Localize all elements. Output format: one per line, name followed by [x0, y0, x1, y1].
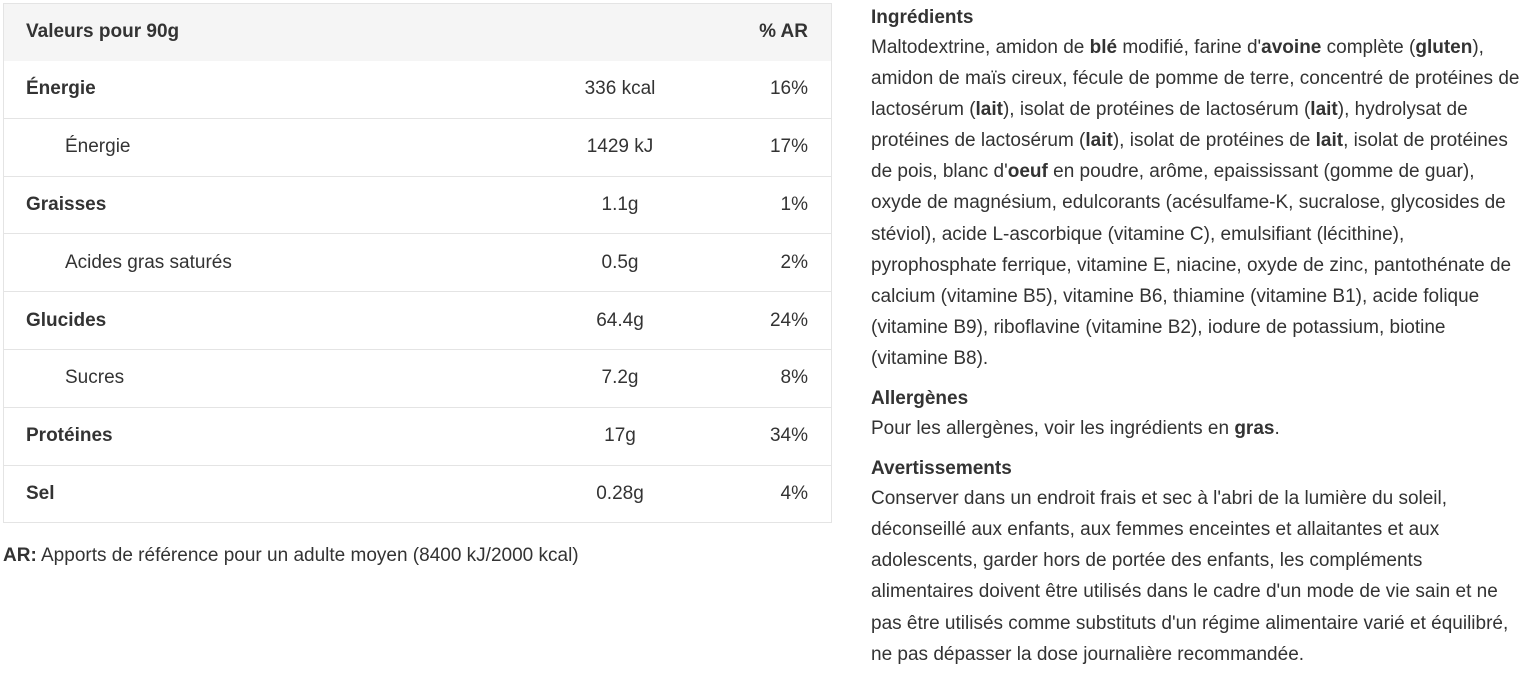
nutrition-table [3, 3, 832, 523]
nutrition-row-energy-kcal [4, 61, 832, 119]
nutrient-name: Énergie [26, 78, 96, 100]
nutrition-header-row [4, 4, 832, 61]
allergens-text [871, 413, 1521, 444]
nutrition-row-saturated-fat [4, 234, 832, 292]
nutrient-value: 1.1g [601, 193, 639, 215]
allergen-highlight: lait [1085, 130, 1113, 152]
allergens-bold-word: gras [1234, 418, 1275, 440]
allergen-highlight: lait [1315, 130, 1344, 152]
nutrient-percent: 24% [769, 309, 808, 331]
ingredient-text-segment: en poudre, arôme, epaississant (gomme de guar), oxyde de magnésium, edulcorants (acésulfame-K, sucralose, glycosides de stéviol), acide L-ascorbique (vitamine C), emulsifiant (lécithine), pyrophosphate ferrique, vitamine E, niacine, oxyde de zinc, pantothénate de calcium (vitamine B5), vitamine B6, thiamine (vitamine B1), acide folique (vitamine B9), riboflavine (vitamine B2), iodure de potassium, biotine (vitamine B8). [871, 161, 1512, 369]
nutrient-value: 64.4g [596, 309, 644, 331]
warnings-title: Avertissements [871, 458, 1012, 480]
ingredient-text-segment: ), hydrolysat de protéines de lactosérum ( [871, 99, 1468, 152]
nutrition-row-fat [4, 176, 832, 234]
allergen-highlight: avoine [1261, 37, 1322, 58]
ingredients-section [871, 4, 1521, 374]
nutrition-header-label: Valeurs pour 90g [26, 21, 180, 43]
ingredient-text-segment: ), amidon de maïs cireux, fécule de pomme de terre, concentré de protéines de lactosérum ( [871, 37, 1520, 121]
ingredient-text-segment: Maltodextrine, amidon de [871, 37, 1090, 58]
nutrient-value: 0.5g [601, 251, 639, 273]
nutrition-header-value [505, 4, 735, 61]
nutrient-percent: 16% [769, 78, 808, 100]
allergen-highlight: blé [1089, 37, 1118, 58]
ingredient-text-segment: ), isolat de protéines de lactosérum ( [1002, 99, 1311, 121]
nutrient-name: Protéines [26, 425, 113, 447]
nutrient-percent: 4% [780, 482, 808, 504]
ingredient-text-segment: modifié, farine d' [1117, 37, 1262, 58]
nutrient-percent: 8% [780, 367, 808, 389]
nutrition-row-sugars [4, 349, 832, 407]
warnings-section [871, 455, 1521, 670]
allergens-section [871, 385, 1521, 444]
nutrition-row-salt [4, 465, 832, 523]
ingredient-text-segment: complète ( [1321, 37, 1416, 58]
nutrient-name: Acides gras saturés [65, 251, 232, 273]
allergen-highlight: lait [1310, 99, 1338, 121]
product-details [871, 4, 1521, 681]
reference-intake-footnote [3, 545, 579, 567]
nutrient-name: Sucres [65, 367, 125, 389]
nutrient-name: Énergie [65, 136, 131, 158]
nutrient-value: 0.28g [596, 482, 644, 504]
ingredients-text [871, 32, 1521, 374]
nutrition-row-protein [4, 407, 832, 465]
allergens-text-after: . [1274, 418, 1280, 440]
allergens-title: Allergènes [871, 388, 969, 410]
footnote-text: Apports de référence pour un adulte moyen (8400 kJ/2000 kcal) [36, 545, 579, 566]
nutrient-value: 1429 kJ [586, 136, 654, 158]
nutrient-value: 17g [604, 425, 636, 447]
nutrient-percent: 17% [769, 136, 808, 158]
nutrient-name: Graisses [26, 193, 107, 215]
nutrient-percent: 2% [780, 251, 808, 273]
nutrition-row-energy-kj [4, 118, 832, 176]
nutrient-percent: 34% [769, 425, 808, 447]
nutrition-header-percent: % AR [759, 21, 808, 43]
nutrient-percent: 1% [780, 193, 808, 215]
allergen-highlight: lait [975, 99, 1003, 121]
nutrient-value: 336 kcal [584, 78, 656, 100]
ingredient-text-segment: ), isolat de protéines de [1112, 130, 1316, 152]
nutrient-name: Sel [26, 482, 55, 504]
ingredients-title: Ingrédients [871, 7, 974, 28]
warnings-text: Conserver dans un endroit frais et sec à l'abri de la lumière du soleil, déconseillé aux enfants, aux femmes enceintes et allaitantes et aux adolescents, garder hors de portée des enfants, les compléments alimentaires doivent être utilisés dans le cadre d'un mode de vie sain et ne pas être utilisés comme substituts d'un régime alimentaire varié et équilibré, ne pas dépasser la dose journalière recommandée. [871, 488, 1509, 665]
nutrient-name: Glucides [26, 309, 107, 331]
allergen-highlight: gluten [1415, 37, 1473, 58]
allergens-text-before: Pour les allergènes, voir les ingrédients en [871, 418, 1235, 440]
ingredient-text-segment: , isolat de protéines de pois, blanc d' [871, 130, 1508, 183]
nutrition-row-carbohydrates [4, 292, 832, 350]
footnote-label: AR: [3, 545, 37, 566]
nutrient-value: 7.2g [601, 367, 639, 389]
allergen-highlight: oeuf [1007, 161, 1048, 183]
